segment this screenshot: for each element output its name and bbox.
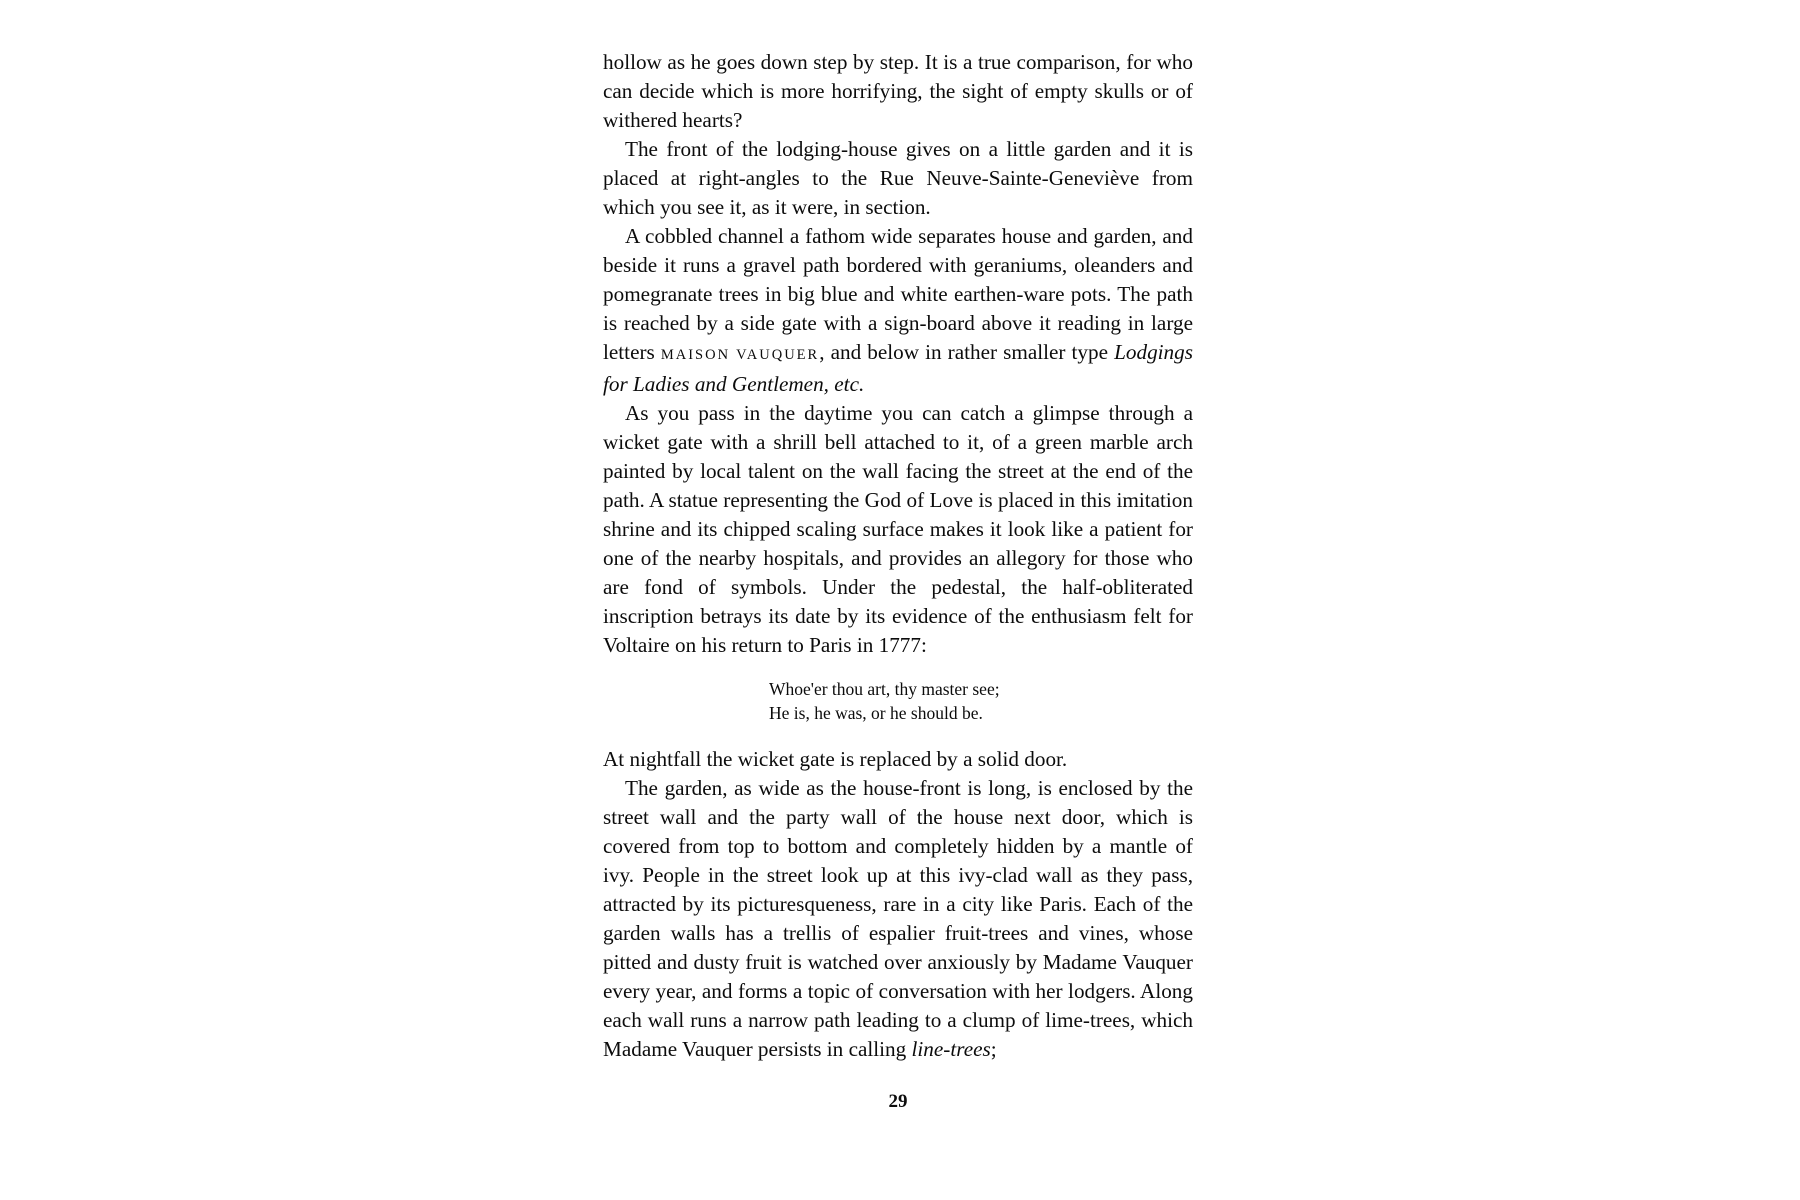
line-trees-italic: line-trees bbox=[911, 1037, 991, 1061]
verse-line-1: Whoe'er thou art, thy master see; bbox=[769, 679, 1000, 699]
paragraph-6-text-b: ; bbox=[990, 1037, 997, 1061]
paragraph-2 bbox=[603, 135, 1193, 222]
sign-subtitle-italic: Lodgings for Ladies and Gentlemen, etc. bbox=[603, 340, 1193, 396]
page-number: 29 bbox=[888, 1091, 908, 1112]
paragraph-4-text: As you pass in the daytime you can catch a glimpse through a wicket gate with a shrill bell attached to it, of a green marble arch painted by local talent on the wall facing the street at the end of the path. A statue representing the God of Love is placed in this imitation shrine and its chipped scaling surface makes it look like a patient for one of the nearby hospitals, and provides an allegory for those who are fond of symbols. Under the pedestal, the half-obliterated inscription betrays its date by its evidence of the enthusiasm felt for Voltaire on his return to Paris in 1777: bbox=[603, 401, 1193, 657]
verse-line-2: He is, he was, or he should be. bbox=[769, 703, 983, 723]
paragraph-4 bbox=[603, 399, 1193, 660]
paragraph-3-text-b: , and below in rather smaller type bbox=[819, 340, 1115, 364]
paragraph-5-text: At nightfall the wicket gate is replaced by a solid door. bbox=[603, 747, 1068, 771]
paragraph-3-text-a: A cobbled channel a fathom wide separates house and garden, and beside it runs a gravel path bordered with geraniums, oleanders and pomegranate trees in big blue and white earthen-ware pots. The path is reached by a side gate with a sign-board above it reading in large letters bbox=[603, 224, 1193, 364]
paragraph-6 bbox=[603, 774, 1193, 1064]
paragraph-6-text-a: The garden, as wide as the house-front is long, is enclosed by the street wall and the party wall of the house next door, which is covered from top to bottom and completely hidden by a mantle of ivy. People in the street look up at this ivy-clad wall as they pass, attracted by its picturesqueness, rare in a city like Paris. Each of the garden walls has a trellis of espalier fruit-trees and vines, whose pitted and dusty fruit is watched over anxiously by Madame Vauquer every year, and forms a topic of conversation with her lodgers. Along each wall runs a narrow path leading to a clump of lime-trees, which Madame Vauquer persists in calling bbox=[603, 776, 1193, 1061]
verse-inscription bbox=[603, 677, 1193, 725]
book-page bbox=[603, 48, 1193, 1128]
paragraph-3 bbox=[603, 222, 1193, 399]
paragraph-2-text: The front of the lodging-house gives on a little garden and it is placed at right-angles to the Rue Neuve-Sainte-Geneviève from which you see it, as it were, in section. bbox=[603, 137, 1193, 219]
paragraph-1 bbox=[603, 48, 1193, 135]
sign-name-smallcaps: MAISON VAUQUER bbox=[660, 347, 820, 363]
paragraph-1-text: hollow as he goes down step by step. It is a true comparison, for who can decide which is more horrifying, the sight of empty skulls or of withered hearts? bbox=[603, 50, 1193, 132]
paragraph-5 bbox=[603, 745, 1193, 774]
